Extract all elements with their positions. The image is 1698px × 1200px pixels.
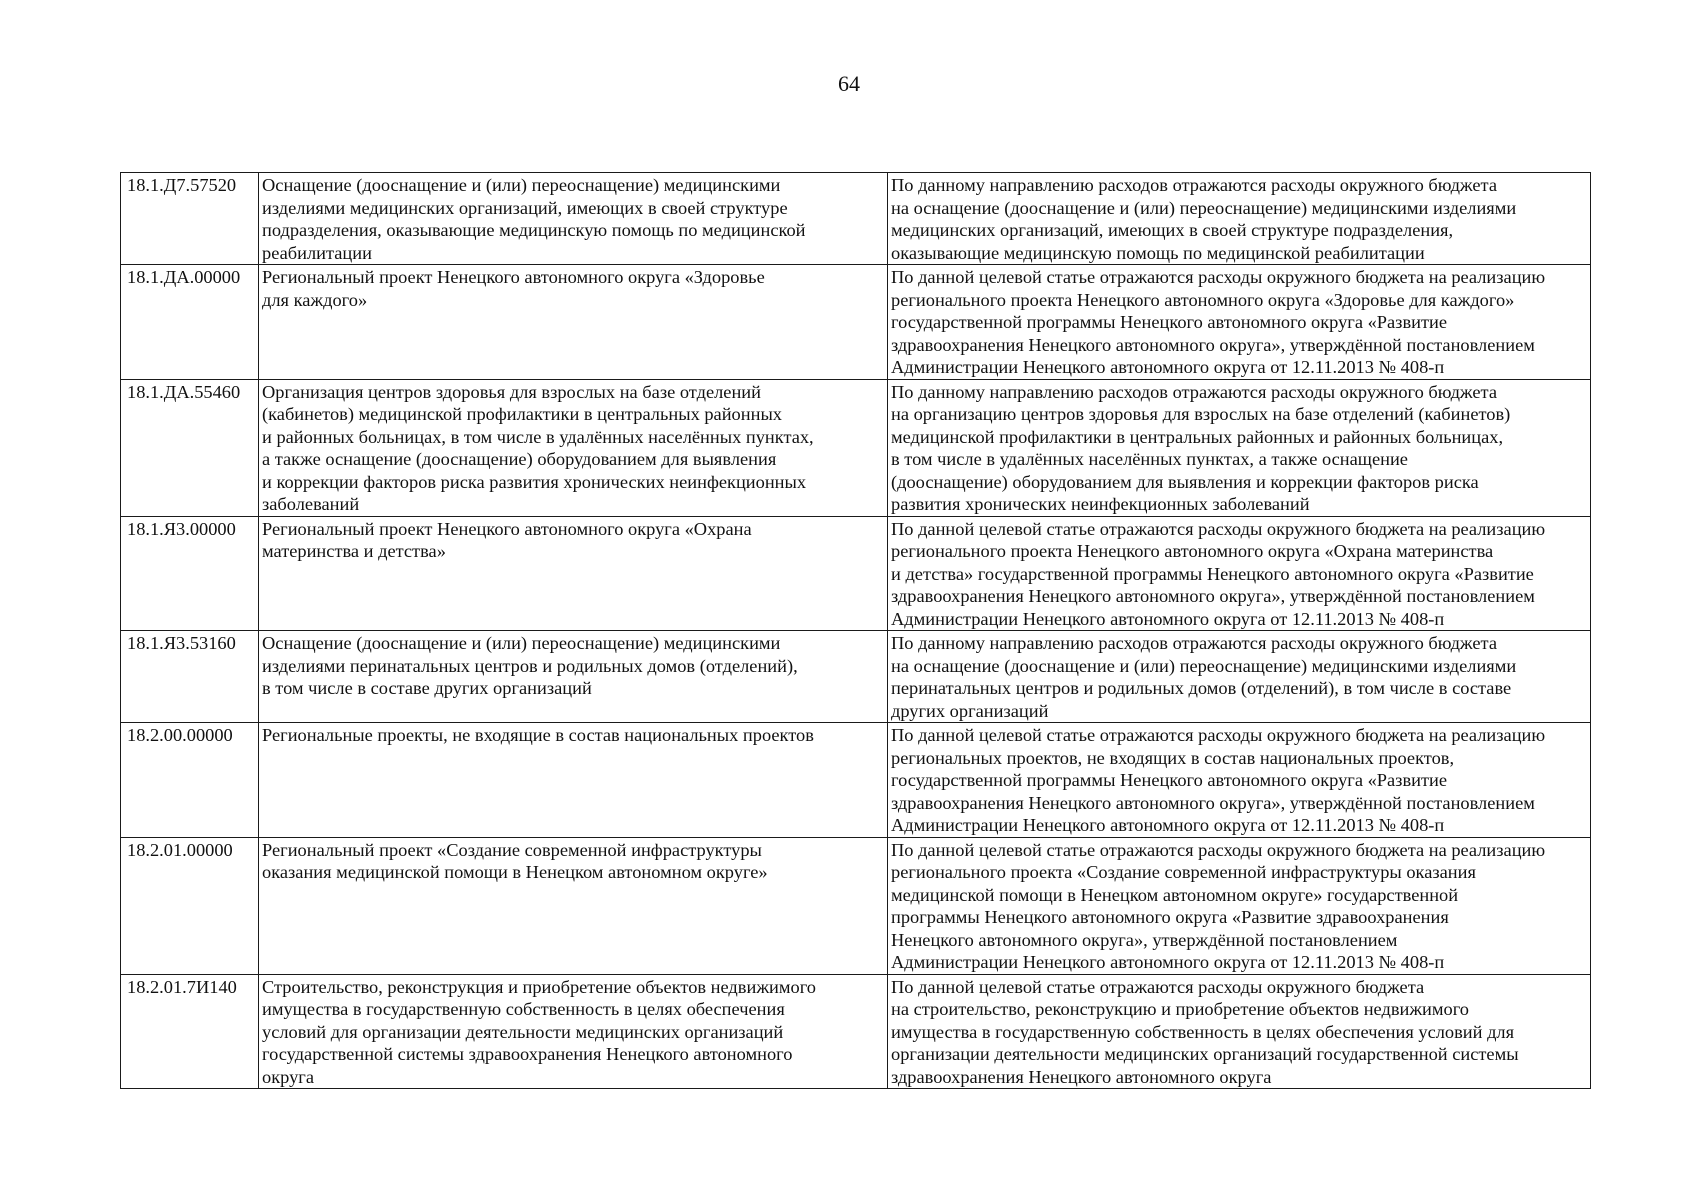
target-article-description: [888, 173, 1591, 265]
target-article-name: [259, 379, 888, 516]
table-row: [121, 379, 1591, 516]
target-article-description: [888, 723, 1591, 838]
description-line: Администрации Ненецкого автономного округа от 12.11.2013 № 408-п: [891, 357, 1445, 377]
target-article-code: 18.1.Я3.53160: [121, 631, 259, 723]
page-number: 64: [838, 71, 860, 96]
description-line: государственной программы Ненецкого автономного округа «Развитие: [891, 312, 1448, 332]
target-article-name: [259, 631, 888, 723]
name-line: оказания медицинской помощи в Ненецком автономном округе»: [262, 862, 768, 882]
table-row: [121, 631, 1591, 723]
name-line: заболеваний: [262, 494, 360, 514]
description-line: По данной целевой статье отражаются расходы окружного бюджета: [891, 976, 1425, 997]
description-line: регионального проекта Ненецкого автономного округа «Охрана материнства: [891, 541, 1494, 561]
description-line: медицинской помощи в Ненецком автономном округе» государственной: [891, 884, 1459, 905]
description-line: По данной целевой статье отражаются расходы окружного бюджета на реализацию: [891, 725, 1546, 745]
name-line: Оснащение (дооснащение и (или) переоснащение) медицинскими: [262, 633, 781, 653]
description-line: По данной целевой статье отражаются расходы окружного бюджета на реализацию: [891, 839, 1546, 860]
target-article-description: [888, 516, 1591, 631]
description-line: (дооснащение) оборудованием для выявления и коррекции факторов риска: [891, 471, 1479, 492]
description-line: По данному направлению расходов отражаются расходы окружного бюджета: [891, 633, 1497, 653]
target-article-name: [259, 974, 888, 1089]
budget-classification-table: [120, 172, 1591, 1089]
description-line: и детства» государственной программы Ненецкого автономного округа «Развитие: [891, 563, 1534, 584]
name-line: условий для организации деятельности медицинских организаций: [262, 1021, 784, 1042]
table-row: [121, 723, 1591, 838]
name-line: а также оснащение (дооснащение) оборудованием для выявления: [262, 449, 777, 469]
description-line: Администрации Ненецкого автономного округа от 12.11.2013 № 408-п: [891, 608, 1445, 629]
description-line: на организацию центров здоровья для взрослых на базе отделений (кабинетов): [891, 404, 1511, 424]
description-line: По данной целевой статье отражаются расходы окружного бюджета на реализацию: [891, 267, 1546, 287]
name-line: изделиями медицинских организаций, имеющих в своей структуре: [262, 197, 788, 218]
target-article-code: 18.2.01.00000: [121, 837, 259, 974]
target-article-code: 18.1.Д7.57520: [121, 173, 259, 265]
description-line: здравоохранения Ненецкого автономного округа: [891, 1066, 1272, 1087]
target-article-name: [259, 516, 888, 631]
table-row: [121, 516, 1591, 631]
name-line: округа: [262, 1066, 314, 1087]
target-article-code: 18.1.ДА.55460: [121, 379, 259, 516]
table-row: [121, 173, 1591, 265]
name-line: Строительство, реконструкция и приобретение объектов недвижимого: [262, 976, 816, 997]
description-line: оказывающие медицинскую помощь по медицинской реабилитации: [891, 242, 1425, 263]
target-article-name: [259, 265, 888, 380]
description-line: регионального проекта Ненецкого автономного округа «Здоровье для каждого»: [891, 289, 1515, 310]
description-line: медицинских организаций, имеющих в своей структуре подразделения,: [891, 220, 1454, 240]
description-line: По данному направлению расходов отражаются расходы окружного бюджета: [891, 175, 1497, 195]
description-line: на оснащение (дооснащение и (или) переоснащение) медицинскими изделиями: [891, 197, 1517, 218]
name-line: имущества в государственную собственность в целях обеспечения: [262, 999, 785, 1019]
name-line: реабилитации: [262, 242, 372, 263]
description-line: здравоохранения Ненецкого автономного округа», утверждённой постановлением: [891, 792, 1535, 813]
name-line: изделиями перинатальных центров и родильных домов (отделений),: [262, 655, 798, 676]
description-line: медицинской профилактики в центральных районных и районных больницах,: [891, 426, 1504, 447]
description-line: на оснащение (дооснащение и (или) переоснащение) медицинскими изделиями: [891, 655, 1517, 676]
name-line: Региональный проект Ненецкого автономного округа «Здоровье: [262, 267, 765, 287]
target-article-description: [888, 265, 1591, 380]
target-article-description: [888, 974, 1591, 1089]
description-line: По данной целевой статье отражаются расходы окружного бюджета на реализацию: [891, 518, 1546, 539]
name-line: Региональные проекты, не входящие в состав национальных проектов: [262, 725, 814, 745]
description-line: Ненецкого автономного округа», утверждённой постановлением: [891, 929, 1398, 950]
target-article-name: [259, 837, 888, 974]
name-line: Оснащение (дооснащение и (или) переоснащение) медицинскими: [262, 175, 781, 195]
description-line: программы Ненецкого автономного округа «Развитие здравоохранения: [891, 907, 1449, 927]
name-line: Региональный проект «Создание современной инфраструктуры: [262, 839, 762, 860]
name-line: и районных больницах, в том числе в удалённых населённых пунктах,: [262, 426, 814, 447]
table-row: [121, 265, 1591, 380]
description-line: регионального проекта «Создание современной инфраструктуры оказания: [891, 862, 1476, 882]
target-article-description: [888, 631, 1591, 723]
description-line: имущества в государственную собственность в целях обеспечения условий для: [891, 1021, 1515, 1042]
description-line: Администрации Ненецкого автономного округа от 12.11.2013 № 408-п: [891, 952, 1445, 972]
target-article-code: 18.2.01.7И140: [121, 974, 259, 1089]
name-line: подразделения, оказывающие медицинскую помощь по медицинской: [262, 220, 806, 240]
name-line: и коррекции факторов риска развития хронических неинфекционных: [262, 471, 807, 492]
name-line: государственной системы здравоохранения Ненецкого автономного: [262, 1044, 793, 1064]
description-line: развития хронических неинфекционных заболеваний: [891, 494, 1310, 514]
table-row: [121, 974, 1591, 1089]
description-line: здравоохранения Ненецкого автономного округа», утверждённой постановлением: [891, 334, 1535, 355]
target-article-code: 18.1.ДА.00000: [121, 265, 259, 380]
description-line: организации деятельности медицинских организаций государственной системы: [891, 1044, 1519, 1064]
description-line: региональных проектов, не входящих в состав национальных проектов,: [891, 747, 1455, 768]
description-line: перинатальных центров и родильных домов (отделений), в том числе в составе: [891, 678, 1512, 698]
description-line: на строительство, реконструкцию и приобретение объектов недвижимого: [891, 999, 1470, 1019]
name-line: материнства и детства»: [262, 541, 446, 561]
name-line: Организация центров здоровья для взрослых на базе отделений: [262, 381, 761, 402]
target-article-code: 18.2.00.00000: [121, 723, 259, 838]
target-article-description: [888, 837, 1591, 974]
description-line: По данному направлению расходов отражаются расходы окружного бюджета: [891, 381, 1497, 402]
target-article-name: [259, 723, 888, 838]
target-article-name: [259, 173, 888, 265]
name-line: для каждого»: [262, 289, 368, 310]
target-article-description: [888, 379, 1591, 516]
table-row: [121, 837, 1591, 974]
description-line: в том числе в удалённых населённых пунктах, а также оснащение: [891, 449, 1408, 469]
description-line: Администрации Ненецкого автономного округа от 12.11.2013 № 408-п: [891, 815, 1445, 835]
name-line: в том числе в составе других организаций: [262, 678, 592, 698]
name-line: (кабинетов) медицинской профилактики в центральных районных: [262, 404, 782, 424]
name-line: Региональный проект Ненецкого автономного округа «Охрана: [262, 518, 752, 539]
target-article-code: 18.1.Я3.00000: [121, 516, 259, 631]
table-body: [121, 173, 1591, 1089]
description-line: государственной программы Ненецкого автономного округа «Развитие: [891, 770, 1448, 790]
description-line: других организаций: [891, 700, 1049, 721]
description-line: здравоохранения Ненецкого автономного округа», утверждённой постановлением: [891, 586, 1535, 606]
